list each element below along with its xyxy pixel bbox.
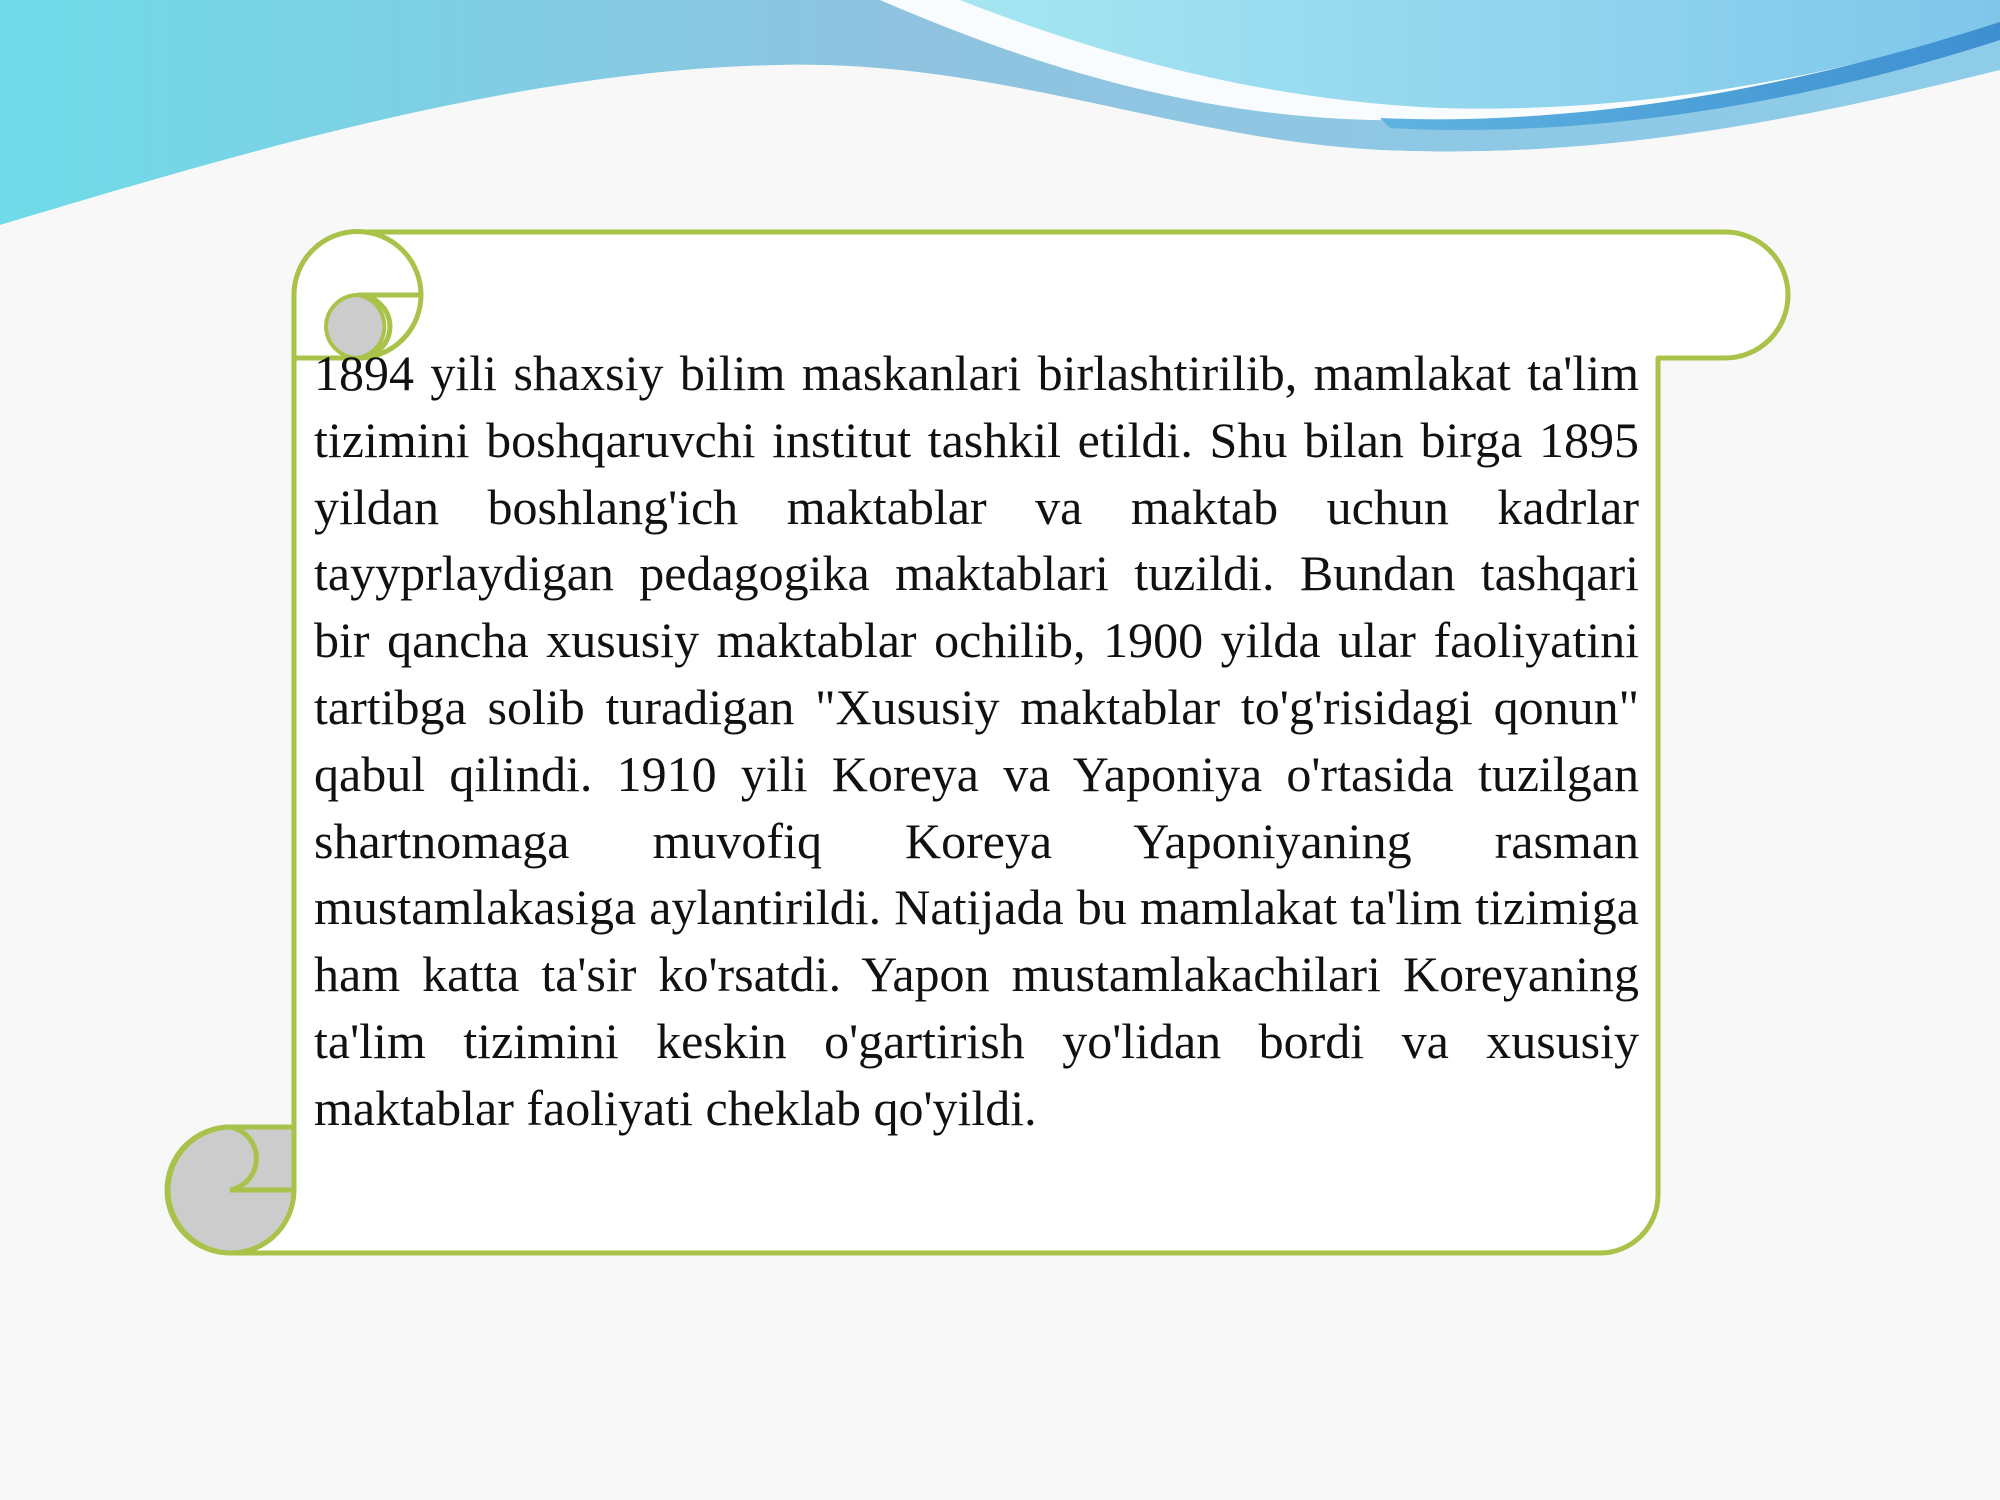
scroll-body-text: 1894 yili shaxsiy bilim maskanlari birlashtirilib, mamlakat ta'lim tizimini boshqaruvchi institut tashkil etildi. Shu bilan birga 1895 yildan boshlang'ich maktablar va maktab uchun kadrlar tayyprlaydigan pedagogika maktablari tuzildi. Bundan tashqari bir qancha xususiy maktablar ochilib, 1900 yilda ular faoliyatini tartibga solib turadigan "Xususiy maktablar to'g'risidagi qonun" qabul qilindi. 1910 yili Koreya va Yaponiya o'rtasida tuzilgan shartnomaga muvofiq Koreya Yaponiyaning rasman mustamlakasiga aylantirildi. Natijada bu mamlakat ta'lim tizimiga ham katta ta'sir ko'rsatdi. Yapon mustamlakachilari Koreyaning ta'lim tizimini keskin o'gartirish yo'lidan bordi va xususiy maktablar faoliyati cheklab qo'yildi.: [314, 345, 1639, 1136]
